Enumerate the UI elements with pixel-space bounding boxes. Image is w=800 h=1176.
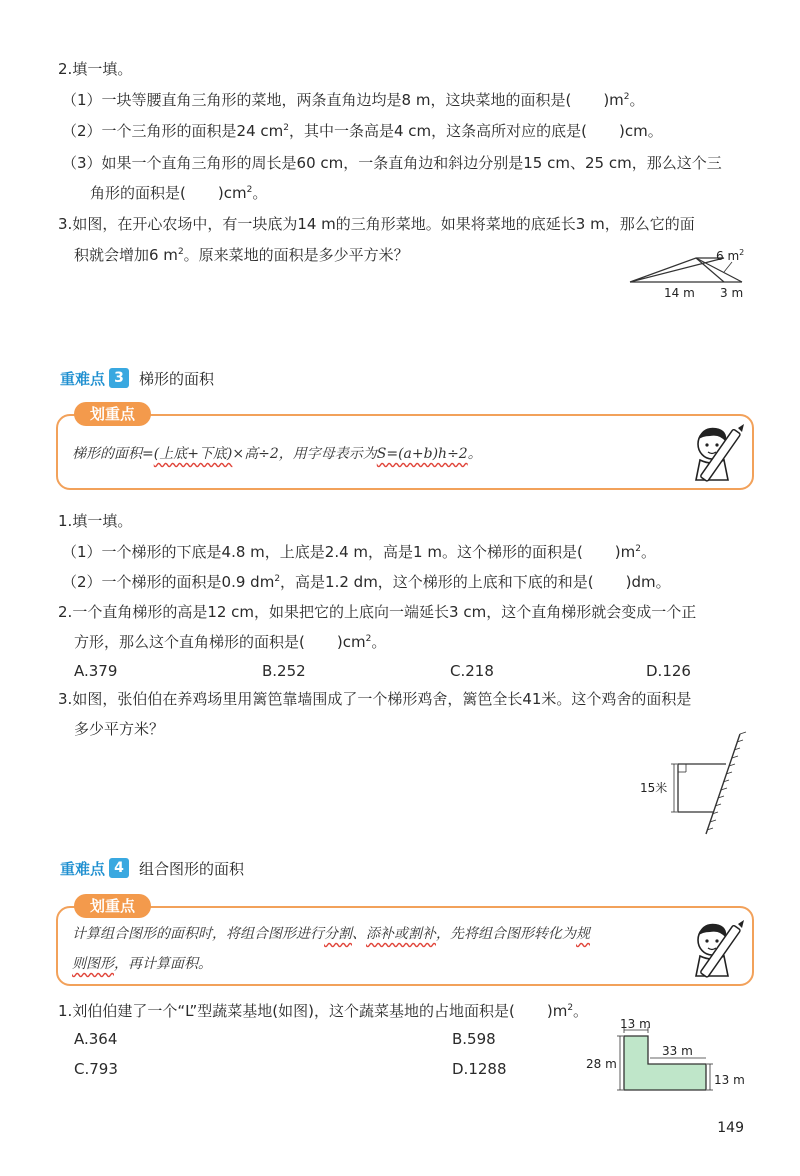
s3-q3-line2: 多少平方米？ <box>74 720 165 738</box>
s3-q2-line2: 方形，那么这个直角梯形的面积是( )$cm^2$。 <box>74 633 387 651</box>
key-point-tab: 划重点 <box>74 402 151 426</box>
area-pointer <box>724 262 732 272</box>
key-point-text-line2: 则图形，再计算面积。 <box>72 956 212 972</box>
triangle-figure <box>620 248 760 304</box>
key-point-box-4 <box>56 897 754 986</box>
left-label: 28 m <box>586 1057 617 1071</box>
s3-q3-line1: 3.如图，张伯伯在养鸡场里用篱笆靠墙围成了一个梯形鸡舍，篱笆全长41米。这个鸡舍的面积是 <box>58 690 692 708</box>
key-point-text: 梯形的面积=(上底+下底)×高÷2，用字母表示为S=(a+b)h÷2。 <box>72 446 482 462</box>
base-label-3: 3 m <box>720 286 744 300</box>
q3-line1: 3.如图，在开心农场中，有一块底为14 m的三角形菜地。如果将菜地的底延长3 m，那么它的面 <box>58 215 695 233</box>
q3-line2: 积就会增加6 $m^2$。原来菜地的面积是多少平方米？ <box>74 246 409 264</box>
key-point-text-line1: 计算组合图形的面积时，将组合图形进行分割、添补或割补，先将组合图形转化为规 <box>72 926 590 942</box>
q2-item-2: （2）一个三角形的面积是24 $cm^2$，其中一条高是4 cm，这条高所对应的底是( )cm。 <box>62 122 663 140</box>
s3-q2-option-c[interactable]: C.218 <box>450 662 494 680</box>
q2-item-3-line2: 角形的面积是( )$cm^2$。 <box>90 184 268 202</box>
q2-item-3-line1: （3）如果一个直角三角形的周长是60 cm，一条直角边和斜边分别是15 cm、25 cm，那么这个三 <box>62 154 722 172</box>
s4-q1-line: 1.刘伯伯建了一个“L”型蔬菜基地(如图)，这个蔬菜基地的占地面积是( )$m^2$。 <box>58 1002 589 1020</box>
s3-q2-line1: 2.一个直角梯形的高是12 cm，如果把它的上底向一端延长3 cm，这个直角梯形就会变成一个正 <box>58 603 697 621</box>
s4-q1-option-c[interactable]: C.793 <box>74 1060 118 1078</box>
section-number-badge: 3 <box>109 368 129 388</box>
s3-q2-option-d[interactable]: D.126 <box>646 662 691 680</box>
s4-q1-option-d[interactable]: D.1288 <box>452 1060 507 1078</box>
q2-item-1: （1）一块等腰直角三角形的菜地，两条直角边均是8 m，这块菜地的面积是( )$m^2$。 <box>62 91 645 109</box>
page-number: 149 <box>717 1120 744 1136</box>
mascot-boy-pencil-icon <box>686 920 746 984</box>
l-shape-figure <box>584 1018 760 1098</box>
mascot-boy-pencil-icon <box>686 424 746 488</box>
right-label: 13 m <box>714 1073 745 1087</box>
section-title: 梯形的面积 <box>139 369 215 388</box>
s4-q1-option-a[interactable]: A.364 <box>74 1030 118 1048</box>
trapezoid-coop-figure <box>630 728 760 840</box>
s3-q1-item-1: （1）一个梯形的下底是4.8 m，上底是2.4 m，高是1 m。这个梯形的面积是( )$m^2$。 <box>62 543 657 561</box>
q2-heading: 2.填一填。 <box>58 60 133 78</box>
wall-line <box>706 734 740 834</box>
area-label: 6 $m^2$ <box>716 248 745 263</box>
section-4-header: 重难点 4 组合图形的面积 <box>60 859 245 878</box>
section-3-header: 重难点 3 梯形的面积 <box>60 369 215 388</box>
section-title: 组合图形的面积 <box>139 859 245 878</box>
base-label-14: 14 m <box>664 286 695 300</box>
section-number-badge: 4 <box>109 858 129 878</box>
key-point-box-3 <box>56 405 754 490</box>
s4-q1-option-b[interactable]: B.598 <box>452 1030 496 1048</box>
s3-q2-option-a[interactable]: A.379 <box>74 662 118 680</box>
s3-q1-heading: 1.填一填。 <box>58 512 133 530</box>
s3-q2-option-b[interactable]: B.252 <box>262 662 306 680</box>
top-label: 13 m <box>620 1018 651 1031</box>
s3-q1-item-2: （2）一个梯形的面积是0.9 $dm^2$，高是1.2 dm，这个梯形的上底和下底的和是( )dm。 <box>62 573 671 591</box>
key-point-tab: 划重点 <box>74 894 151 918</box>
inner-label: 33 m <box>662 1044 693 1058</box>
height-label: 15米 <box>640 781 668 795</box>
